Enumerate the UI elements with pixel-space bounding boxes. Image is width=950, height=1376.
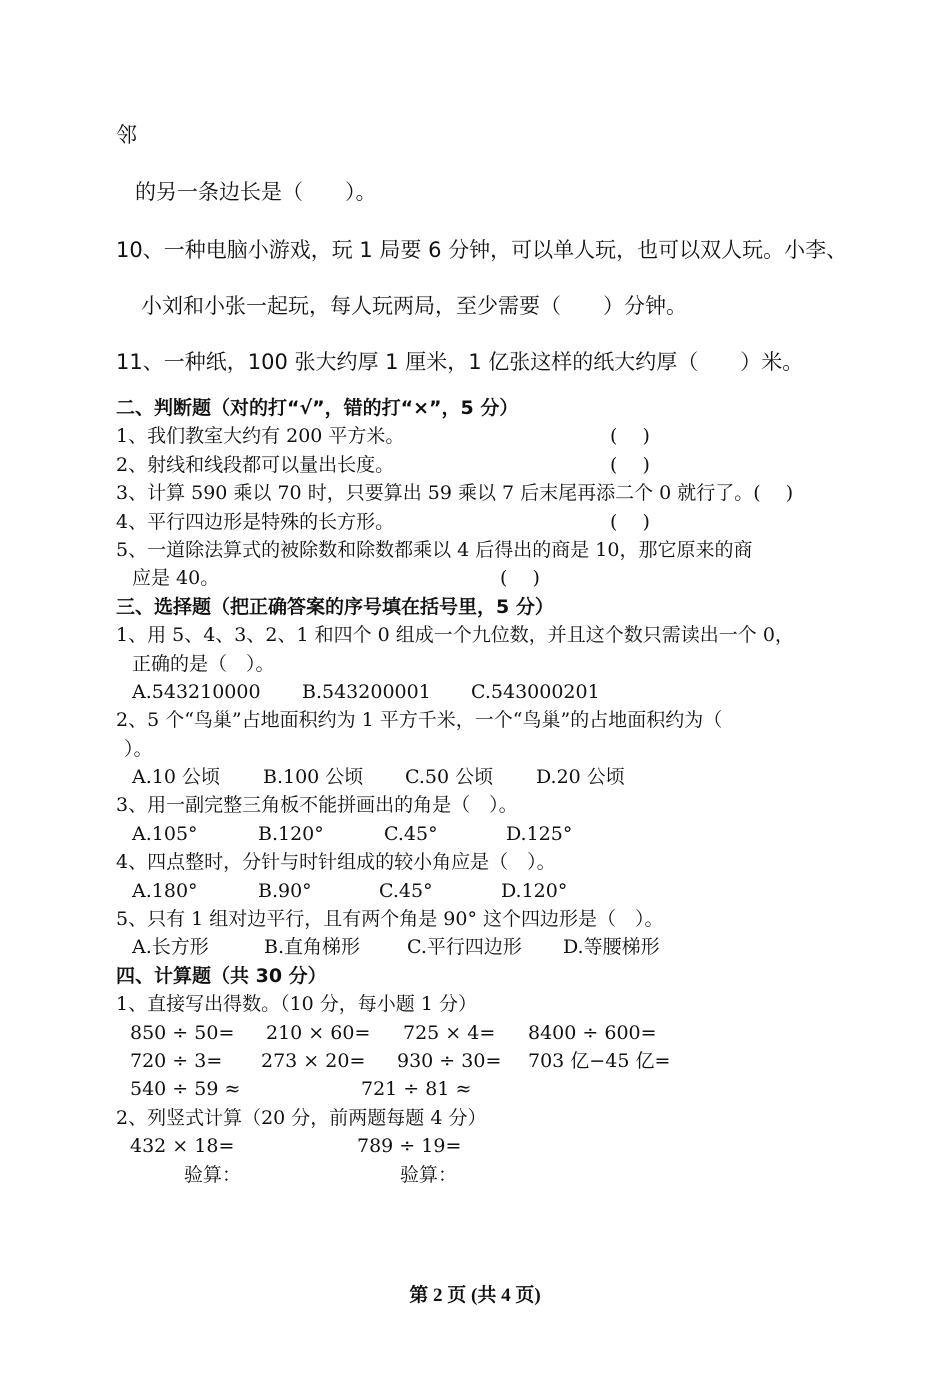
option: D.125°	[506, 822, 573, 845]
judge-item: 1、我们教室大约有 200 平方米。 ( )	[116, 422, 856, 450]
judge-item: 2、射线和线段都可以量出长度。 ( )	[116, 451, 856, 479]
option: A.180°	[132, 879, 198, 902]
answer-paren: ( )	[610, 510, 650, 533]
choice-question: 3、用一副完整三角板不能拼画出的角是（ ）。	[116, 794, 518, 817]
option: D.120°	[501, 879, 568, 902]
choice-question: 4、四点整时，分针与时针组成的较小角应是（ ）。	[116, 851, 556, 874]
option: B.543200001	[302, 680, 431, 703]
text-line: 邻	[116, 123, 137, 147]
calc-item: 210 × 60=	[266, 1021, 371, 1044]
choice-options	[116, 763, 856, 791]
judge-item: 4、平行四边形是特殊的长方形。 ( )	[116, 508, 856, 536]
option: D.等腰梯形	[563, 936, 660, 959]
option: A.10 公顷	[132, 766, 220, 789]
calc-item: 789 ÷ 19=	[357, 1135, 462, 1158]
choice-question: 1、用 5、4、3、2、1 和四个 0 组成一个九位数，并且这个数只需读出一个 0，	[116, 624, 794, 647]
calc-subtitle: 1、直接写出得数。（10 分，每小题 1 分）	[116, 993, 477, 1016]
text-line: 的另一条边长是（ ）。	[135, 180, 377, 204]
answer-paren: ( )	[753, 482, 794, 505]
calc-row	[116, 1047, 856, 1075]
choice-question: 2、5 个“鸟巢”占地面积约为 1 平方千米，一个“鸟巢”的占地面积约为（	[116, 709, 723, 732]
check-label: 验算：	[184, 1163, 242, 1186]
section-title-choice: 三、选择题（把正确答案的序号填在括号里，5 分）	[116, 595, 554, 618]
choice-question: 5、只有 1 组对边平行，且有两个角是 90° 这个四边形是（ ）。	[116, 908, 664, 931]
check-label: 验算：	[400, 1163, 458, 1186]
option: B.90°	[258, 879, 312, 902]
option: C.543000201	[471, 680, 600, 703]
answer-paren: ( )	[610, 425, 650, 448]
option: C.平行四边形	[407, 936, 522, 959]
answer-paren: ( )	[500, 567, 540, 590]
option: D.20 公顷	[536, 766, 625, 789]
calc-item: 720 ÷ 3=	[130, 1049, 223, 1072]
exam-body	[116, 394, 856, 1189]
choice-question-cont: 正确的是（ ）。	[132, 652, 275, 675]
judge-item: 3、计算 590 乘以 70 时，只要算出 59 乘以 7 后末尾再添二个 0 就行了。( )	[116, 482, 794, 505]
calc-item: 850 ÷ 50=	[130, 1021, 235, 1044]
choice-question-cont: ）。	[124, 737, 153, 760]
page-footer: 第 2 页 (共 4 页)	[409, 1285, 541, 1306]
question-10: 10、一种电脑小游戏，玩 1 局要 6 分钟，可以单人玩，也可以双人玩。小李、	[116, 238, 848, 262]
calc-item: 725 × 4=	[403, 1021, 496, 1044]
calc-subtitle: 2、列竖式计算（20 分，前两题每题 4 分）	[116, 1106, 487, 1129]
calc-item: 540 ÷ 59 ≈	[130, 1078, 241, 1101]
calc-item: 721 ÷ 81 ≈	[361, 1078, 472, 1101]
calc-item: 432 × 18=	[130, 1135, 235, 1158]
answer-paren: ( )	[610, 453, 650, 476]
check-row	[116, 1161, 856, 1189]
section-title-judge: 二、判断题（对的打“√”，错的打“×”，5 分）	[116, 397, 519, 419]
option: B.120°	[258, 822, 324, 845]
question-11: 11、一种纸，100 张大约厚 1 厘米，1 亿张这样的纸大约厚（ ）米。	[116, 350, 804, 374]
choice-options	[116, 877, 856, 905]
calc-row	[116, 1019, 856, 1047]
option: C.45°	[379, 879, 433, 902]
choice-options	[116, 933, 856, 961]
option: B.直角梯形	[264, 936, 361, 959]
option: C.50 公顷	[405, 766, 494, 789]
choice-options	[116, 820, 856, 848]
calc-item: 703 亿−45 亿=	[528, 1049, 671, 1072]
calc-item: 273 × 20=	[261, 1049, 366, 1072]
option: A.105°	[132, 822, 198, 845]
calc-row	[116, 1075, 856, 1103]
question-10-cont: 小刘和小张一起玩，每人玩两局，至少需要（ ）分钟。	[141, 294, 687, 318]
choice-options	[116, 678, 856, 706]
option: C.45°	[384, 822, 438, 845]
option: A.543210000	[132, 680, 261, 703]
judge-item-cont: 应是 40。 ( )	[116, 564, 856, 592]
section-title-calc: 四、计算题（共 30 分）	[116, 964, 327, 987]
calc-item: 8400 ÷ 600=	[528, 1021, 657, 1044]
option: B.100 公顷	[263, 766, 364, 789]
calc-item: 930 ÷ 30=	[397, 1049, 502, 1072]
option: A.长方形	[132, 936, 209, 959]
calc-row	[116, 1132, 856, 1160]
judge-item: 5、一道除法算式的被除数和除数都乘以 4 后得出的商是 10，那它原来的商	[116, 538, 753, 561]
